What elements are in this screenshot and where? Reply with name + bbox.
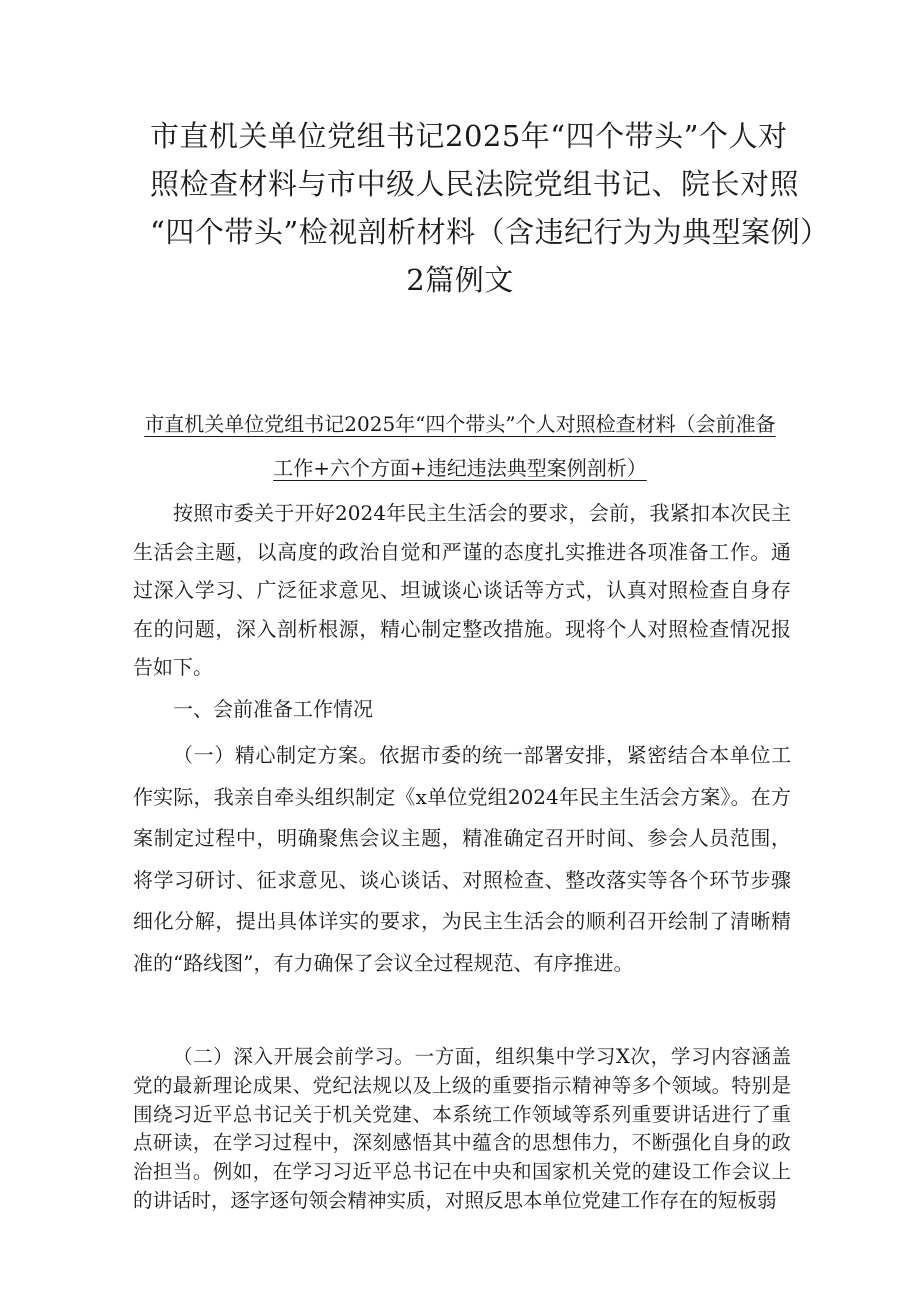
intro-paragraph: 按照市委关于开好2024年民主生活会的要求，会前，我紧扣本次民主生活会主题，以高度的政治自觉和严谨的态度扎实推进各项准备工作。通过深入学习、广泛征求意见、坦诚谈心谈话等方式，认真对照检查自身存在的问题，深入剖析根源，精心制定整改措施。现将个人对照检查情况报告如下。: [133, 501, 791, 679]
section-heading: [140, 402, 780, 490]
title-line: 2篇例文: [406, 263, 514, 297]
section-1-block: [133, 690, 791, 729]
title-line: “四个带头”检视剖析材料（含违纪行为为典型案例）: [150, 215, 830, 249]
item-2-block: [133, 1043, 791, 1216]
item-1-paragraph: （一）精心制定方案。依据市委的统一部署安排，紧密结合本单位工作实际，我亲自牵头组织制定《x单位党组2024年民主生活会方案》。在方案制定过程中，明确聚焦会议主题，精准确定召开时间、参会人员范围，将学习研讨、征求意见、谈心谈话、对照检查、整改落实等各个环节步骤细化分解，提出具体详实的要求，为民主生活会的顺利召开绘制了清晰精准的“路线图”，有力确保了会议全过程规范、有序推进。: [133, 743, 791, 975]
title-line: 市直机关单位党组书记2025年“四个带头”个人对: [150, 119, 788, 153]
item-1-block: [133, 735, 791, 985]
document-title: [150, 112, 830, 304]
item-2-paragraph: （二）深入开展会前学习。一方面，组织集中学习X次，学习内容涵盖党的最新理论成果、党纪法规以及上级的重要指示精神等多个领域。特别是围绕习近平总书记关于机关党建、本系统工作领域等系列重要讲话进行了重点研读，在学习过程中，深刻感悟其中蕴含的思想伟力，不断强化自身的政治担当。例如，在学习习近平总书记在中央和国家机关党的建设工作会议上的讲话时，逐字逐句领会精神实质，对照反思本单位党建工作存在的短板弱: [133, 1045, 791, 1212]
intro-block: [133, 494, 791, 687]
section-heading-text: 市直机关单位党组书记2025年“四个带头”个人对照检查材料（会前准备工作+六个方面+违纪违法典型案例剖析）: [144, 412, 776, 480]
title-line: 照检查材料与市中级人民法院党组书记、院长对照: [150, 167, 800, 201]
section-heading-1: 一、会前准备工作情况: [173, 697, 373, 721]
